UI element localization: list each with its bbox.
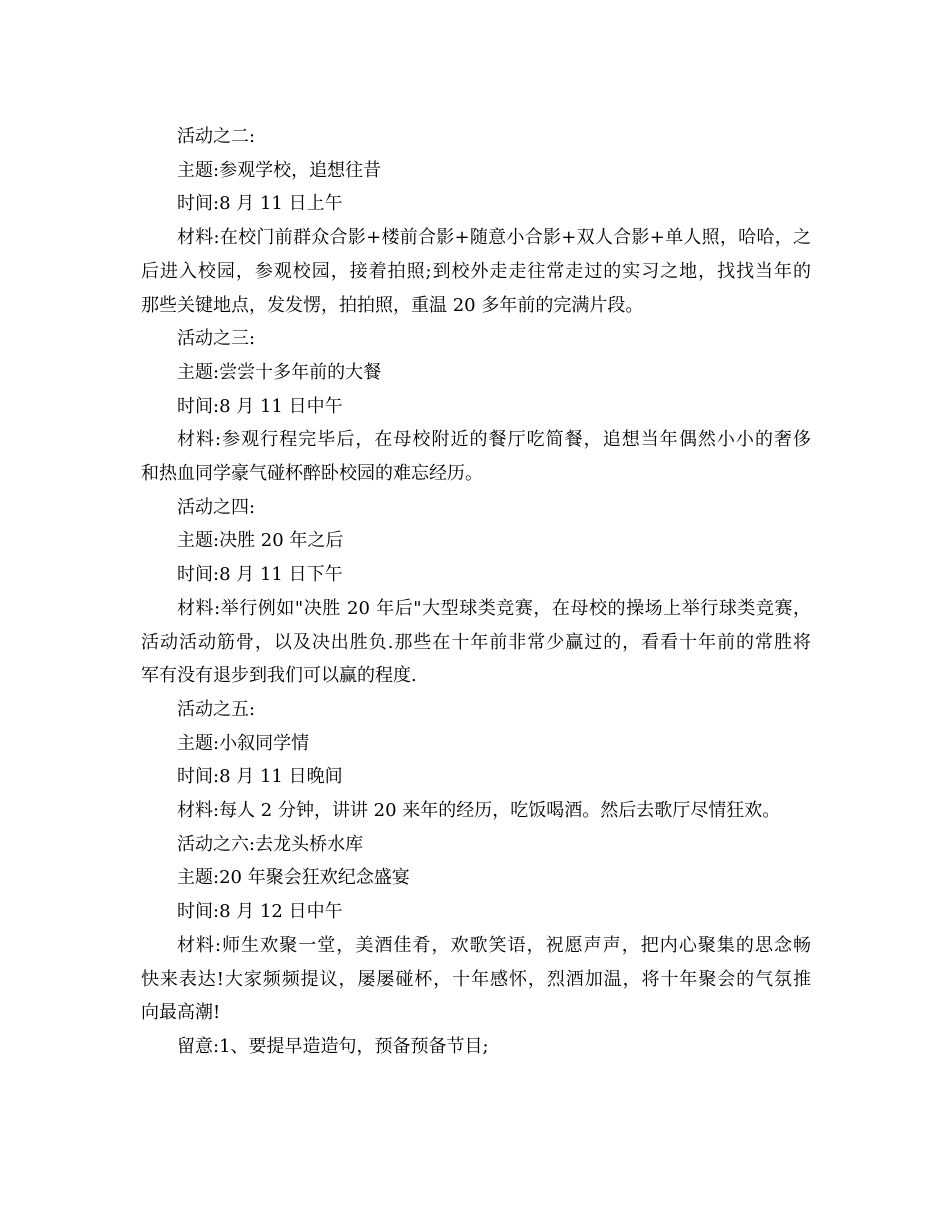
text-line: 主题:决胜 20 年之后 (177, 530, 344, 552)
paragraph (141, 794, 811, 828)
text-line: 主题:参观学校，追想往昔 (177, 159, 382, 181)
text-line: 和热血同学豪气碰杯醉卧校园的难忘经历。 (141, 463, 483, 485)
paragraph (141, 558, 811, 592)
text-line: 主题:20 年聚会狂欢纪念盛宴 (177, 867, 410, 889)
text-line: 材料:师生欢聚一堂，美酒佳肴，欢歌笑语，祝愿声声，把内心聚集的思念畅 (177, 934, 811, 956)
text-line: 向最高潮! (141, 1002, 221, 1024)
paragraph (141, 154, 811, 188)
text-line: 材料:每人 2 分钟，讲讲 20 来年的经历，吃饭喝酒。然后去歌厅尽情狂欢。 (177, 800, 781, 822)
paragraph (141, 524, 811, 558)
paragraph (141, 895, 811, 929)
paragraph (141, 760, 811, 794)
paragraph (141, 727, 811, 761)
text-line: 时间:8 月 11 日晚间 (177, 766, 343, 788)
text-line: 后进入校园，参观校园，接着拍照;到校外走走往常走过的实习之地，找找当年的 (141, 260, 811, 282)
text-line: 活动活动筋骨，以及决出胜负.那些在十年前非常少赢过的，看看十年前的常胜将 (141, 631, 811, 653)
paragraph (141, 1030, 811, 1064)
text-line: 材料:在校门前群众合影+楼前合影+随意小合影+双人合影+单人照，哈哈，之 (177, 227, 811, 249)
paragraph (141, 390, 811, 424)
text-line: 活动之四: (177, 496, 256, 518)
paragraph (141, 356, 811, 390)
paragraph (141, 423, 811, 490)
paragraph (141, 221, 811, 322)
paragraph (141, 828, 811, 862)
text-line: 活动之五: (177, 698, 256, 720)
text-line: 主题:小叙同学情 (177, 732, 310, 754)
text-line: 时间:8 月 11 日中午 (177, 395, 343, 417)
paragraph (141, 322, 811, 356)
paragraph (141, 861, 811, 895)
paragraph (141, 929, 811, 1030)
text-line: 活动之三: (177, 328, 256, 350)
text-line: 材料:举行例如"决胜 20 年后"大型球类竞赛，在母校的操场上举行球类竞赛， (177, 597, 811, 619)
text-line: 时间:8 月 11 日下午 (177, 564, 343, 586)
text-line: 那些关键地点，发发愣，拍拍照，重温 20 多年前的完满片段。 (141, 294, 644, 316)
paragraph (141, 491, 811, 525)
text-line: 时间:8 月 11 日上午 (177, 193, 343, 215)
document-body (141, 120, 811, 1064)
paragraph (141, 592, 811, 693)
text-line: 主题:尝尝十多年前的大餐 (177, 361, 382, 383)
text-line: 活动之二: (177, 126, 256, 147)
text-line: 快来表达!大家频频提议，屡屡碰杯，十年感怀，烈酒加温，将十年聚会的气氛推 (141, 968, 811, 990)
paragraph (141, 693, 811, 727)
text-line: 时间:8 月 12 日中午 (177, 901, 343, 923)
text-line: 材料:参观行程完毕后，在母校附近的餐厅吃简餐，追想当年偶然小小的奢侈 (177, 429, 811, 451)
paragraph (141, 120, 811, 154)
paragraph (141, 187, 811, 221)
text-line: 留意:1、要提早造造句，预备预备节目; (177, 1035, 489, 1057)
text-line: 活动之六:去龙头桥水库 (177, 833, 364, 855)
text-line: 军有没有退步到我们可以赢的程度. (141, 665, 417, 687)
